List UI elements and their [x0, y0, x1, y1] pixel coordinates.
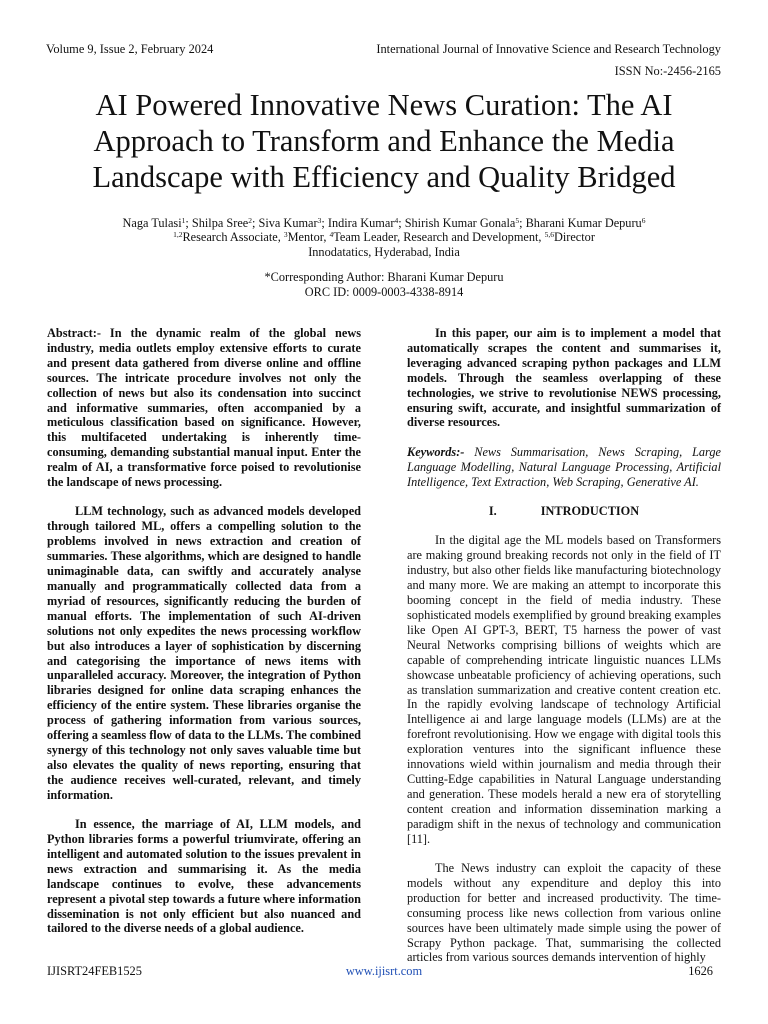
orcid: ORC ID: 0009-0003-4338-8914 — [304, 284, 464, 299]
affil-role: Research Associate, — [182, 230, 284, 244]
author-sup: 4 — [394, 216, 399, 225]
affiliation-roles — [40, 228, 728, 245]
author-name: Shilpa Sree — [191, 216, 249, 230]
section-title: INTRODUCTION — [540, 504, 640, 519]
journal-volume: Volume 9, Issue 2, February 2024 — [46, 42, 214, 56]
page-number: 1626 — [688, 964, 713, 978]
abstract-paragraph: In essence, the marriage of AI, LLM models, and Python libraries forms a powerful triumvirate, offering an intelligent and automated solution to the issues prevalent in news extraction and summarising it. As the media landscape continues to evolve, these advancements represent a pivotal step towards a future where information dissemination is not only efficient but also nuanced and tailored to the diverse needs of a global audience. — [47, 817, 361, 936]
affiliation — [40, 228, 728, 259]
author-name: Indira Kumar — [327, 216, 395, 230]
author-sup: 6 — [641, 216, 646, 225]
affiliation-org: Innodatatics, Hyderabad, India — [308, 244, 460, 259]
author-sup: 2 — [248, 216, 252, 225]
paper-id: IJISRT24FEB1525 — [47, 964, 142, 978]
keywords-label: Keywords:- — [407, 444, 465, 459]
left-column — [47, 326, 361, 951]
body-paragraph: The News industry can exploit the capacity of these models without any expenditure and deploy this into production for better and increased productivity. The time-consuming process like news collection from various online sources have been ultimately made simple using the power of Scrapy Python package. That, summarising the collected articles from various sources demands intervention of highly — [407, 861, 721, 965]
body-paragraph: In the digital age the ML models based on Transformers are making ground breaking records not only in the field of IT industry, but also other fields like manufacturing biotechnology and many more. We are making an attempt to incorporate this booming concept in the field of media industry. These sophisticated models exemplified by ground breaking examples like Open AI GPT-3, BERT, T5 harness the power of vast Neural Networks comprising billions of weights which are capable of comprehending intricate linguistic nuances LLMs showcase unbeatable proficiency of achieving operations, such as translation summarization and creative content creation etc. In the rapidly evolving landscape of technology Artificial Intelligence ai and large language models (LLMs) are at the forefront revolutionising. How we engage with digital tools this exploration ventures into the significant influence these innovations wield within journalism and media through their Cutting-Edge capabilities in Natural Language understanding and generation. These models herald a new era of storytelling content creation and information dissemination marking a paradigm shift in the nexus of technology and communication [11]. — [407, 533, 721, 846]
affil-sup: 3 — [283, 230, 288, 239]
author-list: Naga Tulasi$^1$; Shilpa Sree$^2$; Siva Kumar$^3$; Indira Kumar$^4$; Shirish Kumar Gonala$^5$; Bharani Kumar Depuru$^6$ — [122, 216, 646, 230]
keywords — [407, 445, 721, 490]
issn: ISSN No:-2456-2165 — [614, 64, 721, 78]
abstract-paragraph — [47, 326, 361, 490]
affil-role: Mentor, — [287, 230, 330, 244]
abstract-text: In the dynamic realm of the global news industry, media outlets employ extensive efforts to curate and present data gathered from diverse online and offline sources. The intricate procedure involves not only the collection of news but also its condensation into succinct and informative summaries, often accompanied by a meticulous classification based on significance. However, this multifaceted undertaking is inherently time-consuming, demanding substantial manual input. Enter the realm of AI, a transformative force poised to revolutionise the landscape of news processing. — [47, 326, 361, 490]
author-name: Siva Kumar — [258, 216, 318, 230]
paper-title: AI Powered Innovative News Curation: The AI Approach to Transform and Enhance the Media Landscape with Efficiency and Quality Bridged — [92, 88, 676, 194]
affil-role: Director — [553, 230, 595, 244]
author-sup: 5 — [515, 216, 520, 225]
affil-sup: 4 — [329, 230, 334, 239]
corresponding-author-name: *Corresponding Author: Bharani Kumar Depuru — [264, 270, 504, 284]
corresponding-author — [40, 270, 728, 299]
right-column — [407, 326, 721, 980]
affil-sup: 1,2 — [173, 230, 183, 239]
affil-role: Team Leader, Research and Development, — [333, 230, 545, 244]
abstract-paragraph: LLM technology, such as advanced models developed through tailored ML, offers a compelling solution to the problems involved in news extraction and creation of summaries. These algorithms, which are designed to handle unimaginable data, can swiftly and accurately analyse manually and programmatically collected data from a myriad of resources, significantly reducing the burden of manual efforts. The implementation of such AI-driven solutions not only expedites the news processing workflow but also introduces a layer of sophistication by discerning and categorising the importance of news items with unparalleled accuracy. Moreover, the integration of Python libraries designed for online data scraping enhances the efficiency of the entire system. These libraries organise the process of gathering information from various sources, offering a seamless flow of data to the LLMs. The combined synergy of this technology not only saves valuable time but also elevates the quality of news reporting, ensuring that the audience receives well-curated, relevant, and timely information. — [47, 504, 361, 802]
section-heading — [407, 504, 721, 519]
journal-url-link[interactable]: www.ijisrt.com — [345, 964, 423, 978]
author-sup: 3 — [317, 216, 322, 225]
journal-name: International Journal of Innovative Science and Research Technology — [376, 42, 721, 56]
keywords-text: News Summarisation, News Scraping, Large Language Modelling, Natural Language Processing, Artificial Intelligence, Text Extraction, Web Scraping, Generative AI. — [407, 444, 721, 489]
author-name: Shirish Kumar Gonala — [404, 216, 516, 230]
affil-sup: 5,6 — [544, 230, 554, 239]
author-name: Naga Tulasi — [122, 216, 182, 230]
author-sup: 1 — [181, 216, 186, 225]
abstract-label: Abstract:- — [47, 326, 101, 340]
section-number: I. — [488, 504, 497, 519]
author-name: Bharani Kumar Depuru — [525, 216, 642, 230]
abstract-paragraph: In this paper, our aim is to implement a model that automatically scrapes the content and summarises it, leveraging advanced scraping python packages and LLM models. Through the seamless overlapping of these technologies, we strive to revolutionise NEWS processing, ensuring swift, accurate, and insightful summarization of diverse resources. — [407, 326, 721, 430]
